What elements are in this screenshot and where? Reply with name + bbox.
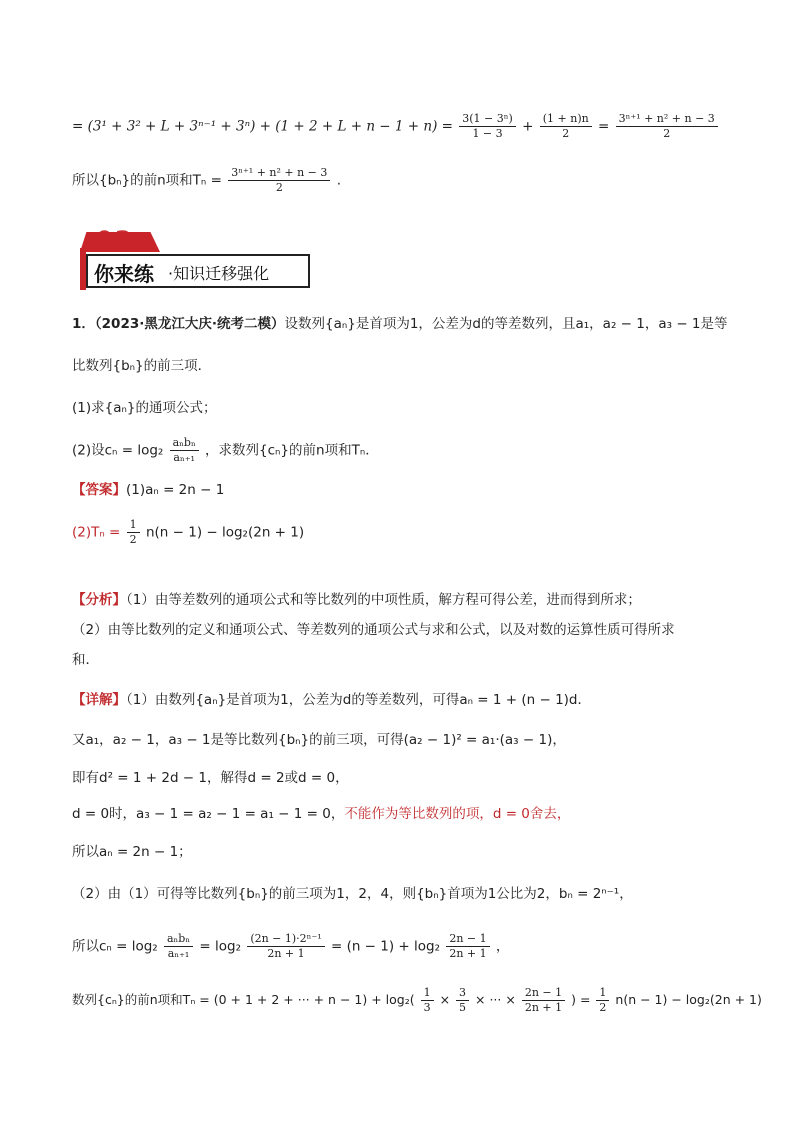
fraction: $\frac{3}{5}$ [456,986,469,1015]
answer-label: 【答案】 [72,482,126,498]
fraction: $\frac{\text{3(1 − 3ⁿ)}}{1 - 3}$ [459,112,516,141]
detail-line-8: 数列{cₙ}的前n项和Tₙ = (0 + 1 + 2 + ··· + n − 1) + log₂( $\frac{1}{3}$ × $\frac{3}{5}$ × ··· × $\frac{2n - 1}{2n + 1}$ ) = $\frac{1}{2}$ n(n − 1) − log₂(2n + 1) [72,986,762,1014]
detail-line-3: 即有d² = 1 + 2d − 1，解得d = 2或d = 0， [72,770,349,786]
detail-line-4: d = 0时，a₃ − 1 = a₂ − 1 = a₁ − 1 = 0，不能作为等比数列的项，d = 0舍去， [72,806,571,822]
detail-line-2: 又a₁，a₂ − 1，a₃ − 1是等比数列{bₙ}的前三项，可得(a₂ − 1)² = a₁·(a₃ − 1)， [72,732,566,748]
sum-derivation-line: = (3¹ + 3² + L + 3ⁿ⁻¹ + 3ⁿ) + (1 + 2 + L + n − 1 + n) = $\frac{\text{3(1 − 3ⁿ)}}{1 - 3}$ + $\frac{(1 + n)n}{2}$ = $\frac{\text{3ⁿ⁺¹ + n² + n − 3}}{2}$ [72,112,720,141]
section-banner [72,226,332,292]
fraction: $\frac{2n - 1}{2n + 1}$ [522,986,565,1015]
detail-line-5: 所以aₙ = 2n − 1； [72,844,192,860]
question-line-2: 比数列{bₙ}的前三项． [72,358,212,374]
answer-line-2: (2)Tₙ = $\frac{1}{2}$ n(n − 1) − log₂(2n + 1) [72,518,305,546]
analysis-line-1: 【分析】（1）由等差数列的通项公式和等比数列的中项性质，解方程可得公差，进而得到所求； [72,592,641,608]
analysis-line-2: （2）由等比数列的定义和通项公式、等差数列的通项公式与求和公式，以及对数的运算性质可得所求 [72,622,675,638]
detail-line-1: 【详解】（1）由数列{aₙ}是首项为1，公差为d的等差数列，可得aₙ = 1 + (n − 1)d． [72,692,591,708]
fraction: $\frac{(1 + n)n}{2}$ [540,112,592,141]
detail-line-7: 所以cₙ = log₂ $\frac{\text{aₙbₙ}}{\text{aₙ₊₁}}$ = log₂ $\frac{\text{(2n − 1)·2ⁿ⁻¹}}{2n + 1}$ = (n − 1) + log₂ $\frac{2n - 1}{2n + 1}$ ， [72,932,510,960]
analysis-line-3: 和． [72,652,99,668]
sum-conclusion-line: 所以{bₙ}的前n项和Tₙ = $\frac{\text{3ⁿ⁺¹ + n² + n − 3}}{2}$ . [72,166,341,194]
question-number: 1． [72,316,95,332]
detail-label: 【详解】 [72,692,126,708]
sum-expression: = (3¹ + 3² + L + 3ⁿ⁻¹ + 3ⁿ) + (1 + 2 + L + n − 1 + n) = [72,118,453,135]
analysis-label: 【分析】 [72,592,126,608]
question-text: 设数列{aₙ}是首项为1，公差为d的等差数列，且a₁，a₂ − 1，a₃ − 1是等 [284,316,728,332]
answer-part-1: (1)aₙ = 2n − 1 [126,482,225,498]
fraction: $\frac{\text{aₙbₙ}}{\text{aₙ₊₁}}$ [170,436,199,465]
question-source: （2023·黑龙江大庆·统考二模） [94,316,285,332]
fraction: $\frac{2n - 1}{2n + 1}$ [446,932,489,961]
question-line-1 [72,314,728,334]
question-part-1: (1)求{aₙ}的通项公式； [72,400,217,416]
fraction: $\frac{\text{aₙbₙ}}{\text{aₙ₊₁}}$ [164,932,193,961]
section-title: 你来练 [94,262,154,286]
section-subtitle: ·知识迁移强化 [168,264,270,283]
fraction: $\frac{\text{(2n − 1)·2ⁿ⁻¹}}{2n + 1}$ [247,932,324,961]
detail-line-6: （2）由（1）可得等比数列{bₙ}的前三项为1，2，4，则{bₙ}首项为1公比为2，bₙ = 2ⁿ⁻¹， [72,886,633,902]
fraction: $\frac{1}{3}$ [421,986,434,1015]
fraction: $\frac{\text{3ⁿ⁺¹ + n² + n − 3}}{2}$ [228,166,330,195]
fraction: $\frac{1}{2}$ [596,986,609,1015]
section-number: 03 [96,226,134,254]
question-part-2: (2)设cₙ = log₂ $\frac{\text{aₙbₙ}}{\text{aₙ₊₁}}$ ，求数列{cₙ}的前n项和Tₙ． [72,436,379,464]
fraction: $\frac{1}{2}$ [127,518,140,547]
fraction: $\frac{\text{3ⁿ⁺¹ + n² + n − 3}}{2}$ [616,112,718,141]
answer-line-1 [72,480,224,500]
